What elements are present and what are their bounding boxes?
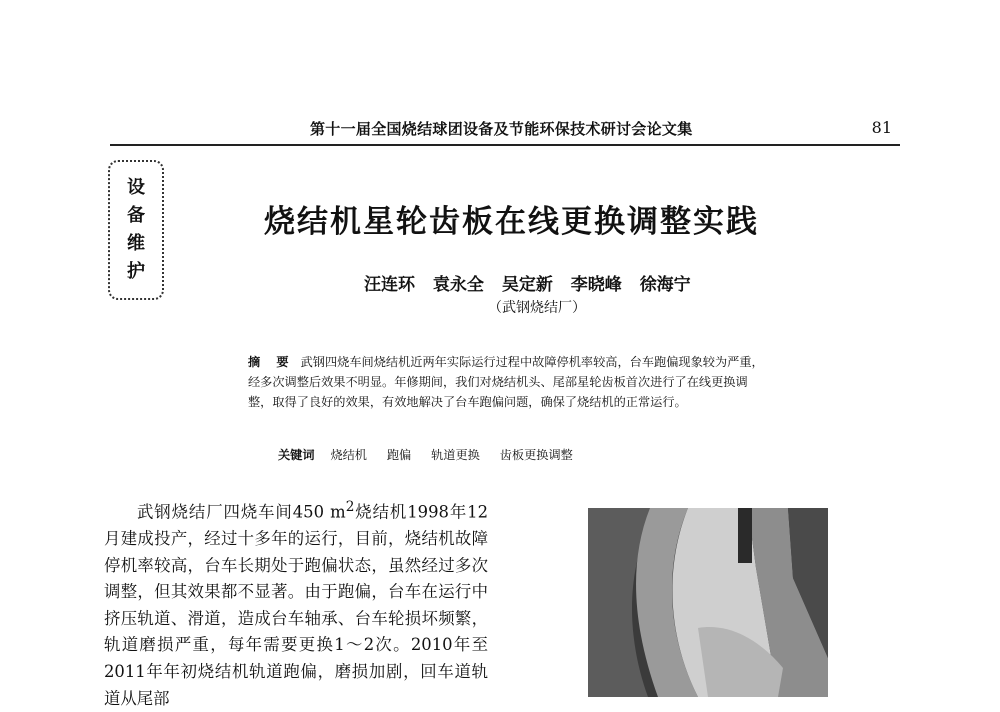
affiliation: （武钢烧结厂） [488, 300, 586, 316]
keyword: 齿板更换调整 [499, 448, 573, 462]
badge-char: 护 [127, 261, 145, 282]
author: 汪连环 [364, 275, 415, 295]
superscript: 2 [345, 499, 355, 515]
badge-char: 维 [127, 233, 145, 254]
badge-char: 设 [127, 177, 145, 198]
body-text-part: 烧结机1998年12月建成投产，经过十多年的运行，目前，烧结机故障停机率较高，台车长期处于跑偏状态，虽然经过多次调整，但其效果都不显著。由于跑偏，台车在运行中挤压轨道、滑道，造成台车轴承、台车轮损坏频繁，轨道磨损严重，每年需要更换1～2次。2010年至2011年年初烧结机轨道跑偏，磨损加剧，回车道轨道从尾部 [104, 502, 488, 708]
abstract-label: 摘 要 [248, 355, 295, 369]
keyword: 轨道更换 [431, 448, 480, 462]
running-header [110, 112, 900, 146]
keyword: 跑偏 [386, 448, 412, 462]
keywords-label: 关键词 [278, 448, 315, 462]
author: 徐海宁 [639, 275, 691, 295]
author: 袁永全 [432, 275, 484, 295]
body-paragraph [104, 494, 488, 712]
body-text-part: 武钢烧结厂四烧车间450 m [137, 502, 346, 522]
author: 吴定新 [501, 275, 553, 295]
badge-char: 备 [127, 205, 145, 226]
sprocket-photo [588, 508, 828, 697]
paper-title: 烧结机星轮齿板在线更换调整实践 [264, 204, 759, 240]
abstract [248, 352, 768, 412]
abstract-text: 武钢四烧车间烧结机近两年实际运行过程中故障停机率较高，台车跑偏现象较为严重，经多次调整后效果不明显。年修期间，我们对烧结机头、尾部星轮齿板首次进行了在线更换调整，取得了良好的效果，有效地解决了台车跑偏问题，确保了烧结机的正常运行。 [248, 355, 764, 409]
header-rule [110, 144, 900, 146]
keyword: 烧结机 [330, 448, 367, 462]
author-list [364, 270, 691, 295]
conference-title: 第十一届全国烧结球团设备及节能环保技术研讨会论文集 [310, 120, 693, 138]
author: 李晓峰 [570, 275, 622, 295]
keywords [278, 446, 589, 463]
page-number: 81 [871, 118, 892, 137]
section-badge [108, 160, 164, 300]
